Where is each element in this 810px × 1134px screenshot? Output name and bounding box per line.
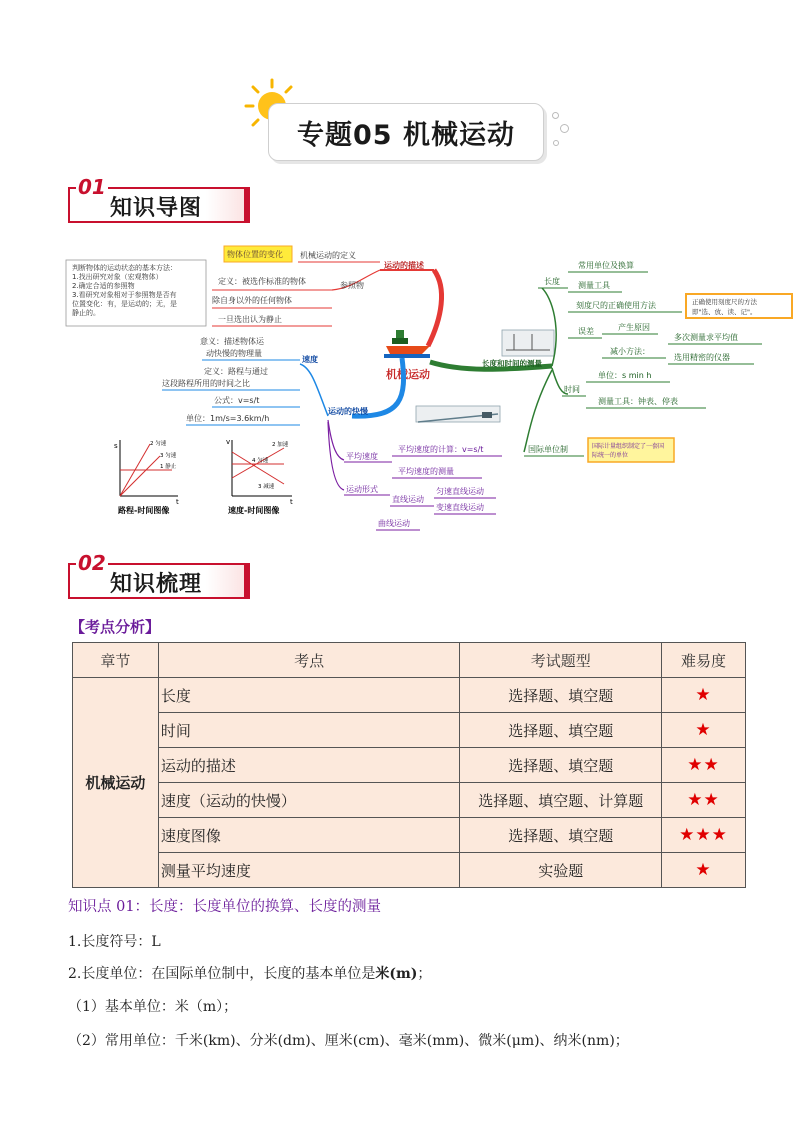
center-title: 机械运动 (386, 368, 430, 381)
note-line: 1.找出研究对象（宏观物体） (72, 273, 163, 281)
speed-time-graph (226, 438, 293, 515)
graph2-label: 2 加速 (272, 442, 289, 448)
difficulty-cell: ★★ (662, 748, 746, 783)
motion-item: 曲线运动 (378, 519, 410, 528)
decor-bubble (552, 112, 559, 119)
graph2-label: 3 减速 (258, 484, 275, 490)
title-card (268, 103, 544, 161)
table-row (73, 818, 746, 853)
length-item: 多次测量求平均值 (674, 333, 738, 342)
section-title: 知识梳理 (110, 572, 203, 597)
section-number: 02 (78, 551, 106, 575)
speed-item: 公式：v=s/t (214, 396, 260, 405)
mind-map (62, 238, 794, 534)
length-item: 减小方法： (610, 347, 650, 356)
paragraph (68, 963, 431, 983)
measure-tools-image (502, 330, 554, 356)
note-line: 判断物体的运动状态的基本方法： (72, 264, 177, 272)
ruler-note: 即"选、放、读、记"。 (692, 308, 757, 316)
type-cell: 选择题、填空题、计算题 (460, 783, 662, 818)
table-header: 章节 (73, 643, 159, 678)
topic-cell: 速度（运动的快慢） (158, 783, 460, 818)
difficulty-cell: ★ (662, 678, 746, 713)
difficulty-cell: ★★ (662, 783, 746, 818)
branch-desc: 运动的描述 (384, 261, 424, 270)
section-number: 01 (78, 175, 106, 199)
distance-time-graph (114, 439, 179, 515)
length-item: 选用精密的仪器 (674, 353, 730, 362)
graph2-label: v (226, 438, 231, 446)
graph2-label: t (290, 498, 293, 506)
section-title: 知识导图 (110, 196, 203, 221)
chapter-cell: 机械运动 (73, 678, 159, 888)
avg-item: 平均速度的测量 (398, 467, 454, 476)
table-header: 考点 (158, 643, 460, 678)
si-node: 国际单位制 (528, 445, 568, 454)
desc-item: 机械运动的定义 (300, 251, 356, 260)
table-row (73, 713, 746, 748)
table-row (73, 678, 746, 713)
speed-item: 动快慢的物理量 (206, 349, 262, 358)
paragraph-text: ； (417, 966, 432, 982)
length-item: 产生原因 (618, 323, 650, 332)
table-header-row (73, 643, 746, 678)
paragraph: 1.长度符号：L (68, 934, 161, 950)
incline-track-image (416, 406, 500, 422)
type-cell: 实验题 (460, 853, 662, 888)
length-item: 常用单位及换算 (578, 261, 634, 270)
type-cell: 选择题、填空题 (460, 818, 662, 853)
decor-bubble (553, 140, 559, 146)
paragraph: （1）基本单位：米（m）； (68, 999, 238, 1015)
time-item: 测量工具：钟表、停表 (598, 397, 678, 406)
graph1-label: 3 匀速 (160, 453, 177, 459)
note-line: 2.确定合适的参照物 (72, 282, 135, 290)
branch-speed: 运动的快慢 (328, 407, 368, 416)
section-heading-02 (68, 551, 250, 601)
motion-item: 变速直线运动 (436, 503, 484, 512)
graph1-label: 2 匀速 (150, 441, 167, 447)
motion-item: 匀速直线运动 (436, 487, 484, 496)
desc-item: 参照物 (340, 281, 364, 290)
si-note: 国际计量组织制定了一套国 (592, 443, 665, 450)
speed-item: 单位：1m/s=3.6km/h (186, 414, 270, 423)
speed-item: 意义：描述物体运 (200, 337, 264, 346)
note-line: 静止的。 (72, 309, 100, 317)
graph1-caption: 路程-时间图像 (118, 506, 170, 515)
graph2-label: 4 匀速 (252, 458, 269, 464)
avg-item: 平均速度的计算：v=s/t (398, 445, 484, 454)
graph1-label: 1 静止 (160, 464, 177, 470)
graph2-caption: 速度-时间图像 (228, 506, 280, 515)
note-line: 3.看研究对象相对于参照物是否有 (72, 291, 177, 299)
time-item: 单位：s min h (598, 371, 652, 380)
type-cell: 选择题、填空题 (460, 713, 662, 748)
desc-item: 定义：被选作标准的物体 (218, 277, 306, 286)
type-cell: 选择题、填空题 (460, 748, 662, 783)
topic-cell: 时间 (158, 713, 460, 748)
desc-item: 物体位置的变化 (227, 250, 283, 259)
topic-cell: 测量平均速度 (158, 853, 460, 888)
branch-measure: 长度和时间的测量 (482, 359, 542, 368)
graph1-label: s (114, 442, 118, 450)
table-header: 难易度 (662, 643, 746, 678)
desc-item: 一旦选出认为静止 (218, 315, 282, 324)
motion-item: 直线运动 (392, 495, 424, 504)
speed-item: 这段路程所用的时间之比 (162, 379, 250, 388)
difficulty-cell: ★★★ (662, 818, 746, 853)
si-note: 际统一的单位 (592, 452, 629, 459)
difficulty-cell: ★ (662, 853, 746, 888)
analysis-label: 【考点分析】 (70, 618, 161, 636)
length-item: 测量工具 (578, 281, 610, 290)
table-row (73, 853, 746, 888)
speed-node: 速度 (302, 355, 318, 364)
bold-unit: 米(m) (375, 966, 418, 982)
avg-speed-node: 平均速度 (346, 452, 378, 461)
page-title: 专题05 机械运动 (297, 119, 515, 151)
center-node (384, 330, 430, 381)
time-node: 时间 (564, 385, 580, 394)
note-line: 位置变化：有，是运动的；无，是 (72, 300, 177, 308)
length-item: 误差 (578, 327, 594, 336)
graph1-label: t (176, 498, 179, 506)
topic-cell: 长度 (158, 678, 460, 713)
table-header: 考试题型 (460, 643, 662, 678)
table-row (73, 783, 746, 818)
length-item: 刻度尺的正确使用方法 (576, 301, 656, 310)
type-cell: 选择题、填空题 (460, 678, 662, 713)
knowledge-point-heading: 知识点 01：长度：长度单位的换算、长度的测量 (68, 899, 382, 915)
section-heading-01 (68, 175, 250, 225)
table-row (73, 748, 746, 783)
paragraph: （2）常用单位：千米(km)、分米(dm)、厘米(cm)、毫米(mm)、微米(μm)、纳米(nm)； (68, 1033, 629, 1049)
ruler-note: 正确使用刻度尺的方法 (692, 298, 757, 306)
topic-cell: 运动的描述 (158, 748, 460, 783)
length-node: 长度 (544, 277, 560, 286)
decor-bubble (560, 124, 569, 133)
topic-cell: 速度图像 (158, 818, 460, 853)
speed-item: 定义：路程与通过 (204, 367, 268, 376)
paragraph-text: 2.长度单位：在国际单位制中，长度的基本单位是 (68, 966, 376, 982)
motion-form-node: 运动形式 (346, 485, 378, 494)
difficulty-cell: ★ (662, 713, 746, 748)
desc-item: 除自身以外的任何物体 (212, 296, 292, 305)
exam-points-table (72, 642, 746, 888)
